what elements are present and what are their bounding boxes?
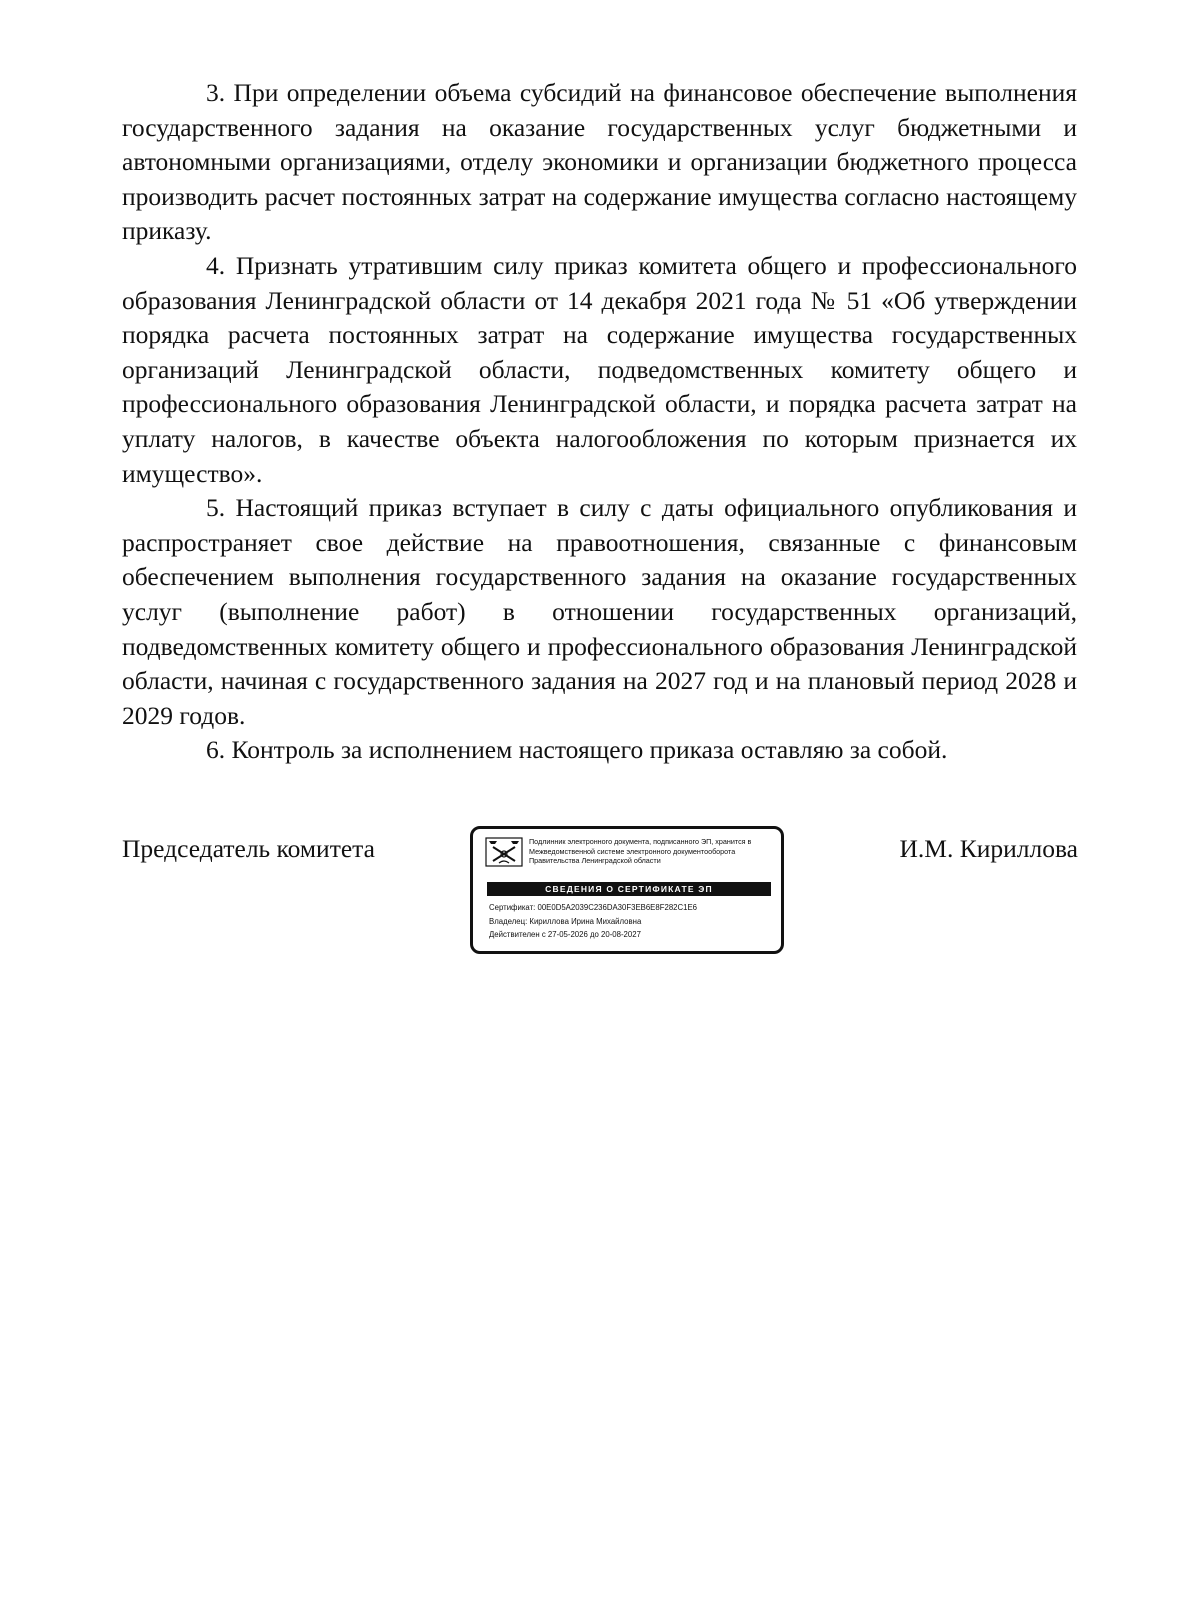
- signatory-name: И.М. Кириллова: [899, 834, 1078, 863]
- paragraph-3: 3. При определении объема субсидий на финансовое обеспечение выполнения государственного задания на оказание государственных услуг бюджетными и автономными организациями, отделу экономики и организации бюджетного процесса производить расчет постоянных затрат на содержание имущества согласно настоящему приказу.: [122, 78, 1077, 246]
- document-body: [122, 76, 1077, 768]
- stamp-certificate: Сертификат: 00E0D5A2039C236DA30F3EB6E8F282C1E6: [489, 903, 697, 912]
- coat-of-arms-icon: [485, 837, 523, 867]
- stamp-note: Подлинник электронного документа, подписанного ЭП, хранится в Межведомственной системе электронного документооборота Правительства Ленинградской области: [529, 837, 752, 865]
- signatory-role: Председатель комитета: [122, 834, 375, 863]
- electronic-signature-stamp: [470, 826, 784, 954]
- stamp-banner: СВЕДЕНИЯ О СЕРТИФИКАТЕ ЭП: [487, 882, 771, 896]
- stamp-owner: Владелец: Кириллова Ирина Михайловна: [489, 917, 642, 926]
- paragraph-4: 4. Признать утратившим силу приказ комитета общего и профессионального образования Ленинградской области от 14 декабря 2021 года № 51 «Об утверждении порядка расчета постоянных затрат на содержание имущества государственных организаций Ленинградской области, подведомственных комитету общего и профессионального образования Ленинградской области, и порядка расчета затрат на уплату налогов, в качестве объекта налогообложения по которым признается их имущество».: [122, 250, 1077, 488]
- paragraph-6: 6. Контроль за исполнением настоящего приказа оставляю за собой.: [206, 735, 948, 765]
- stamp-validity: Действителен с 27-05-2026 до 20-08-2027: [489, 930, 641, 939]
- paragraph-5: 5. Настоящий приказ вступает в силу с даты официального опубликования и распространяет свое действие на правоотношения, связанные с финансовым обеспечением выполнения государственного задания на оказание государственных услуг (выполнение работ) в отношении государственных организаций, подведомственных комитету общего и профессионального образования Ленинградской области, начиная с государственного задания на 2027 год и на плановый период 2028 и 2029 годов.: [122, 493, 1077, 730]
